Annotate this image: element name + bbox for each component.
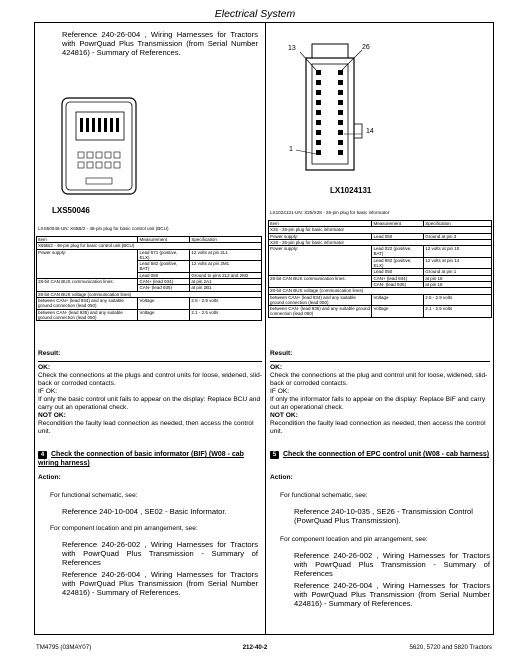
table-cell: 12 volts at pin 14 xyxy=(424,257,492,269)
table-row xyxy=(37,249,262,261)
component-location-label: For component location and pin arrangement, see: xyxy=(280,536,428,543)
left-figure-caption: LXS50046-UN: X65B/2 - 48-pin plug for basic control unit (BCU) xyxy=(38,226,169,231)
functional-schematic-ref: Reference 240-10-035 , SE26 - Transmission Control (PowrQuad Plus Transmission). xyxy=(294,507,473,525)
ok-text: Check the connections at the plugs and control units for loose, widened, slid-back or corroded contacts. xyxy=(38,372,262,387)
table-cell: Ground at pin 1 xyxy=(424,269,492,275)
not-ok-label: NOT OK: xyxy=(270,412,298,419)
component-ref-2: Reference 240-26-004 , Wiring Harnesses for Tractors with PowrQuad Plus Transmission (from Serial Number 424816) - Summary of References. xyxy=(62,570,258,597)
table-cell: Power supply: xyxy=(269,233,372,239)
table-cell: 28-bit CAN BUS communication lines: xyxy=(37,279,138,292)
left-result-block xyxy=(38,350,262,436)
step-number-badge: 4 xyxy=(38,451,47,459)
if-ok-label: IF OK: xyxy=(270,388,290,395)
not-ok-text: Recondition the faulty lead connection as needed, then access the control unit. xyxy=(270,420,486,435)
component-ref-1: Reference 240-26-002 , Wiring Harnesses for Tractors with PowrQuad Plus Transmission - Summary of References xyxy=(62,540,258,567)
table-cell: Voltage xyxy=(372,294,424,306)
table-cell: 12 volts at pin 2L1 xyxy=(190,249,262,261)
step-number-badge: 5 xyxy=(270,451,279,459)
component-ref-2: Reference 240-26-004 , Wiring Harnesses for Tractors with PowrQuad Plus Transmission (from Serial Number 424816) - Summary of References. xyxy=(294,581,490,608)
table-cell: Ground to pins 2L2 and 2M2 xyxy=(190,272,262,278)
bcu-spec-table xyxy=(36,236,262,321)
table-cell: CAN- (lead 935) xyxy=(138,285,190,291)
table-row xyxy=(269,294,492,306)
ok-text: Check the connections at the plug and control unit for loose, widened, slid-back or corroded contacts. xyxy=(270,372,488,387)
right-figure-label: LX1024131 xyxy=(330,186,372,195)
component-location-label: For component location and pin arrangement, see: xyxy=(50,525,198,532)
footer-page-number: 212-40-2 xyxy=(242,644,268,651)
bcu-48-pin-connector-figure xyxy=(60,96,138,196)
table-row xyxy=(37,297,262,309)
not-ok-text: Recondition the faulty lead connection as needed, then access the control unit. xyxy=(38,420,254,435)
table-cell: CAN+ (lead 934) xyxy=(138,279,190,285)
table-cell: at pin 18 xyxy=(424,275,492,281)
table-header: Item xyxy=(37,237,138,243)
footer-models: 5620, 5720 and 5820 Tractors xyxy=(409,644,492,651)
step-title: Check the connection of EPC control unit (W08 - cab harness) xyxy=(283,451,490,458)
table-cell: Lead 582 (positive, BAT) xyxy=(138,261,190,273)
column-divider xyxy=(265,22,266,634)
action-label: Action: xyxy=(38,474,61,481)
ok-label: OK: xyxy=(270,364,283,371)
step-4-heading xyxy=(38,450,262,468)
table-cell: at pin 18 xyxy=(424,281,492,287)
bif-26-pin-connector-figure xyxy=(286,38,376,180)
footer-rule xyxy=(34,634,494,635)
table-cell: X28 - 26-pin plug for basic informator xyxy=(269,239,492,245)
table-row xyxy=(269,246,492,258)
callout-26: 26 xyxy=(362,44,370,51)
table-cell: 2.1 - 2.5 volts xyxy=(424,306,492,318)
table-cell: 28-bit CAN BUS communication lines: xyxy=(269,275,372,288)
table-row xyxy=(37,309,262,321)
table-cell: Ground at pin 3 xyxy=(424,233,492,239)
table-cell: 28-bit CAN BUS voltage (communication lines) xyxy=(269,288,492,294)
table-cell: CAN- (lead 935) xyxy=(372,281,424,287)
table-header: Specification xyxy=(424,221,492,227)
table-cell: 12 volts at pin 2M1 xyxy=(190,261,262,273)
table-cell: X25 - 26-pin plug for basic informator xyxy=(269,227,492,233)
bif-spec-table xyxy=(268,220,492,318)
page-header-title: Electrical System xyxy=(214,8,296,20)
table-cell: between CAN- (lead 935) and any suitable ground connection (lead 050) xyxy=(37,309,138,321)
header-rule xyxy=(34,22,494,23)
table-cell: Power supply: xyxy=(37,249,138,278)
table-cell: 2.5 - 2.9 volts xyxy=(190,297,262,309)
left-figure-label: LXS50046 xyxy=(52,206,90,215)
table-cell: Lead 050 xyxy=(138,272,190,278)
right-border xyxy=(493,22,494,634)
table-row xyxy=(269,306,492,318)
if-ok-text: If only the informator fails to appear on the display: Replace BIF and carry out an operational check. xyxy=(270,396,486,411)
table-cell: between CAN- (lead 935) and any suitable ground connection (lead 050) xyxy=(270,306,371,317)
result-label: Result: xyxy=(38,350,61,357)
table-cell: at pin 2B1 xyxy=(190,285,262,291)
result-label: Result: xyxy=(270,350,293,357)
table-header: Specification xyxy=(190,237,262,243)
right-figure-caption: LX1024131-UN: X25/X28 - 26-pin plug for basic informator xyxy=(270,210,390,215)
left-border xyxy=(34,22,35,634)
table-cell: Lead 050 xyxy=(372,233,424,239)
table-cell: CAN+ (lead 934) xyxy=(372,275,424,281)
step-title: Check the connection of basic informator (BIF) (W08 - cab wiring harness) xyxy=(38,451,244,467)
table-header: Measurement xyxy=(138,237,190,243)
table-cell: at pin 2A1 xyxy=(190,279,262,285)
if-ok-text: If only the basic control unit fails to appear on the display: Replace BCU and carry out an operational check. xyxy=(38,396,261,411)
table-cell: 2.1 - 2.5 volts xyxy=(190,309,262,321)
table-cell: between CAN+ (lead 934) and any suitable ground connection (lead 050) xyxy=(269,294,372,306)
if-ok-label: IF OK: xyxy=(38,388,58,395)
right-result-block xyxy=(270,350,490,436)
table-cell: X65B/2 - 48-pin plug for basic control unit (BCU) xyxy=(37,243,262,249)
action-label: Action: xyxy=(270,474,293,481)
table-cell: between CAN+ (lead 934) and any suitable ground connection (lead 050) xyxy=(37,297,138,309)
table-header: Item xyxy=(269,221,372,227)
functional-schematic-label: For functional schematic, see: xyxy=(50,492,138,499)
not-ok-label: NOT OK: xyxy=(38,412,66,419)
table-cell: Power supply: xyxy=(269,246,372,275)
table-cell: 28-bit CAN BUS voltage (communication lines) xyxy=(37,291,262,297)
callout-1: 1 xyxy=(289,146,293,153)
table-cell: Voltage xyxy=(138,309,190,321)
callout-14: 14 xyxy=(366,128,374,135)
component-ref-1: Reference 240-26-002 , Wiring Harnesses for Tractors with PowrQuad Plus Transmission - Summary of References xyxy=(294,551,490,578)
top-reference: Reference 240-26-004 , Wiring Harnesses for Tractors with PowrQuad Plus Transmission (from Serial Number 424816) - Summary of References. xyxy=(62,30,258,57)
functional-schematic-ref: Reference 240-10-004 , SE02 - Basic Informator. xyxy=(62,507,227,516)
table-cell: Voltage xyxy=(138,297,190,309)
functional-schematic-label: For functional schematic, see: xyxy=(280,492,368,499)
step-5-heading xyxy=(270,450,490,459)
table-cell: Voltage xyxy=(372,306,424,318)
footer-doc-id: TM4795 (03MAY07) xyxy=(36,644,92,651)
callout-13: 13 xyxy=(288,45,296,52)
table-cell: 12 volts at pin 10 xyxy=(424,246,492,258)
table-cell: Lead 022 (positive, BAT) xyxy=(372,246,424,258)
table-cell: Lead 571 (positive, ELX) xyxy=(138,249,190,261)
table-cell: Lead 882 (positive, ELX) xyxy=(372,257,424,269)
table-header: Measurement xyxy=(372,221,424,227)
ok-label: OK: xyxy=(38,364,51,371)
table-cell: 2.5 - 2.9 volts xyxy=(424,294,492,306)
table-cell: Lead 050 xyxy=(372,269,424,275)
